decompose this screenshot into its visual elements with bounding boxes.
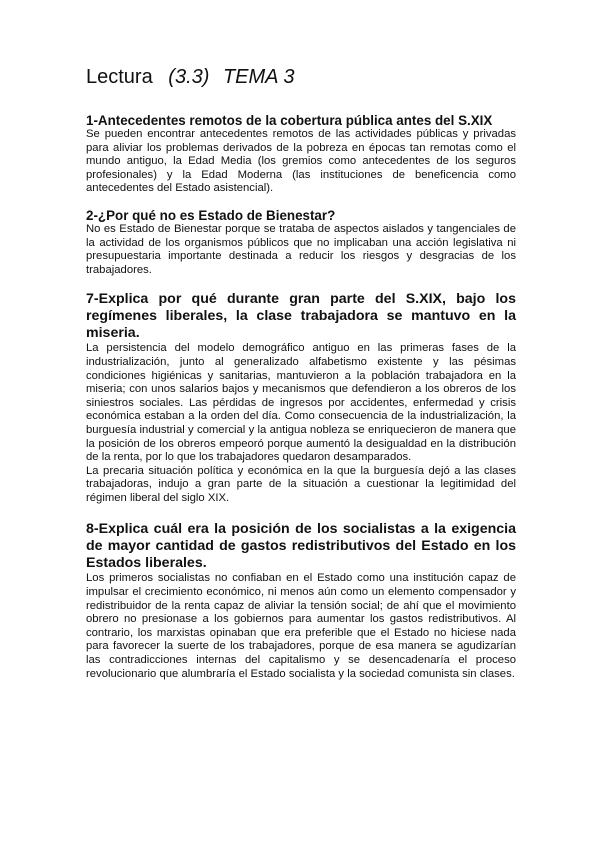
section-antecedentes (86, 113, 516, 196)
section-heading: 1-Antecedentes remotos de la cobertura pública antes del S.XIX (86, 113, 493, 128)
section-heading: 7-Explica por qué durante gran parte del S.XIX, bajo los regímenes liberales, la clase trabajadora se mantuvo en la miseria. (86, 291, 516, 342)
document-title (86, 66, 516, 89)
section-paragraph: La persistencia del modelo demográfico antiguo en las primeras fases de la industrialización, junto al generalizado alfabetismo existente y las pésimas condiciones higiénicas y sanitarias, mantuvieron a la población trabajadora en la miseria; con unos salarios bajos y mecanismos que defendieron a los obreros de los siniestros sociales. Las pérdidas de ingresos por accidentes, enfermedad y crisis económica estaban a la orden del día. Como consecuencia de la industrialización, la burguesía industrial y comercial y la antigua nobleza se enriquecieron de manera que la posición de los obreros empeoró porque aumentó la desigualdad en la distribución de la renta, por lo que los trabajadores quedaron desamparados. (86, 342, 516, 464)
document-page (86, 66, 516, 693)
section-clase-trabajadora (86, 291, 516, 505)
section-estado-bienestar (86, 208, 516, 277)
section-heading: 8-Explica cuál era la posición de los socialistas a la exigencia de mayor cantidad de gastos redistributivos del Estado en los Estados liberales. (86, 521, 516, 572)
section-paragraph: La precaria situación política y económica en la que la burguesía dejó a las clases trabajadoras, indujo a gran parte de la situación a cuestionar la legitimidad del régimen liberal del siglo XIX. (86, 464, 516, 504)
section-heading: 2-¿Por qué no es Estado de Bienestar? (86, 207, 336, 223)
title-topic: TEMA 3 (222, 66, 295, 88)
section-paragraph: Los primeros socialistas no confiaban en el Estado como una institución capaz de impulsar el crecimiento económico, ni menos aún como un elemento compensador y redistribuidor de la renta capaz de aliviar la tensión social; de ahí que el movimiento obrero no presionase a los gobiernos para aumentar los gastos redistributivos. Al contrario, los marxistas opinaban que era preferible que el Estado no hiciese nada para favorecer la suerte de los trabajadores, porque de esa manera se agudizarían las contradicciones internas del capitalismo y se desencadenaría el proceso revolucionario que alumbraría el Estado socialista y la sociedad comunista sin clases. (86, 572, 516, 680)
section-paragraph: Se pueden encontrar antecedentes remotos de las actividades públicas y privadas para aliviar los problemas derivados de la pobreza en épocas tan remotas como el mundo antiguo, la Edad Media (los gremios como antecedentes de los seguros profesionales) y la Edad Moderna (las instituciones de beneficencia como antecedentes del Estado asistencial). (86, 128, 516, 195)
section-paragraph: No es Estado de Bienestar porque se trataba de aspectos aislados y tangenciales de la actividad de los organismos públicos que no implicaban una acción legislativa ni presupuestaria importante destinada a reducir los riesgos y desgracias de los trabajadores. (86, 222, 516, 276)
section-socialistas (86, 521, 516, 681)
title-number: (3.3) (168, 66, 210, 88)
title-word: Lectura (86, 66, 153, 88)
